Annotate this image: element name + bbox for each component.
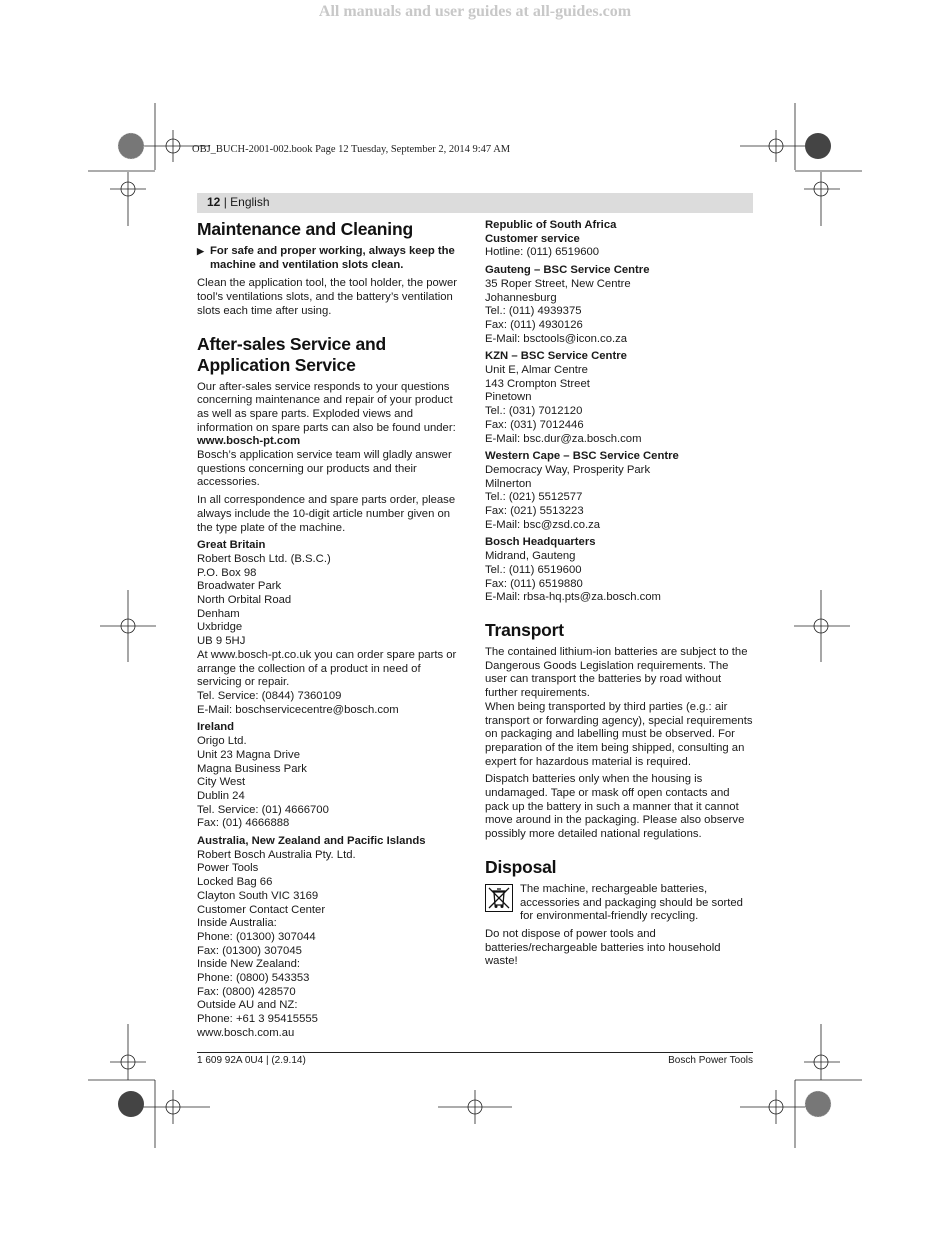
address-line: Phone: +61 3 95415555 [197, 1013, 318, 1026]
disposal-paragraph-2: Do not dispose of power tools and batteries/rechargeable batteries into household waste! [485, 927, 721, 968]
footer-brand: Bosch Power Tools [668, 1055, 753, 1066]
address-line: Phone: (0800) 543353 [197, 972, 310, 985]
service-paragraph-2: Bosch’s application service team will gladly answer questions concerning our products and their accessories. [197, 449, 452, 489]
address-line: Power Tools [197, 862, 259, 875]
address-line: Tel.: (011) 6519600 [485, 563, 582, 576]
great-britain-order-text: At www.bosch-pt.co.uk you can order spare parts or arrange the collection of a product in need of servicing or repair. [197, 648, 457, 689]
address-line: Customer Contact Center [197, 903, 326, 916]
address-line: Robert Bosch Australia Pty. Ltd. [197, 848, 356, 861]
address-line: Tel.: (011) 4939375 [485, 305, 582, 318]
address-line: E-Mail: bsc@zsd.co.za [485, 518, 601, 531]
address-line: Uxbridge [197, 621, 243, 634]
western-cape-label: Western Cape – BSC Service Centre [485, 450, 679, 463]
south-africa-label: Republic of South Africa [485, 219, 617, 231]
gauteng-label: Gauteng – BSC Service Centre [485, 264, 650, 277]
great-britain-label: Great Britain [197, 539, 266, 552]
address-line: Clayton South VIC 3169 [197, 889, 319, 902]
maintenance-heading: Maintenance and Cleaning [197, 219, 413, 239]
crossed-out-wheelie-bin-icon [485, 884, 513, 912]
disposal-heading: Disposal [485, 856, 557, 877]
headquarters-label: Bosch Headquarters [485, 536, 596, 549]
page-language: English [230, 195, 270, 209]
left-column [197, 216, 465, 1045]
address-line: Unit E, Almar Centre [485, 364, 588, 377]
address-line: Denham [197, 607, 240, 620]
address-line: Pinetown [485, 391, 532, 404]
page-header-text [207, 195, 270, 209]
maintenance-bullet-text: For safe and proper working, always keep the machine and ventilation slots clean. [210, 245, 455, 271]
australia-contact [197, 835, 465, 1041]
address-line: Robert Bosch Ltd. (B.S.C.) [197, 552, 331, 565]
address-line: Broadwater Park [197, 580, 282, 593]
service-heading: After-sales Service and Application Service [197, 333, 386, 375]
address-line: E-Mail: rbsa-hq.pts@za.bosch.com [485, 591, 661, 604]
disposal-row [485, 883, 753, 924]
header-separator: | [220, 195, 231, 209]
kzn-label: KZN – BSC Service Centre [485, 350, 627, 363]
address-line: Johannesburg [485, 291, 557, 304]
customer-service-label: Customer service [485, 232, 580, 245]
address-line: Fax: (031) 7012446 [485, 418, 584, 431]
address-line: Fax: (021) 5513223 [485, 505, 584, 518]
address-line: Midrand, Gauteng [485, 550, 576, 563]
address-line: www.bosch.com.au [197, 1026, 295, 1039]
address-line: P.O. Box 98 [197, 566, 257, 579]
address-line: Outside AU and NZ: [197, 999, 298, 1012]
great-britain-contact [197, 539, 465, 717]
right-column [485, 216, 753, 973]
australia-label: Australia, New Zealand and Pacific Islands [197, 835, 426, 848]
service-paragraph-3: In all correspondence and spare parts order, please always include the 10-digit article number given on the type plate of the machine. [197, 494, 456, 534]
address-line: Locked Bag 66 [197, 876, 273, 889]
address-line: UB 9 5HJ [197, 635, 246, 648]
page-number: 12 [207, 195, 221, 209]
hotline: Hotline: (011) 6519600 [485, 246, 600, 259]
address-line: Phone: (01300) 307044 [197, 930, 316, 943]
address-line: 143 Crompton Street [485, 377, 590, 390]
address-line: Inside Australia: [197, 917, 277, 930]
service-url: www.bosch-pt.com [197, 435, 301, 448]
address-line: Origo Ltd. [197, 735, 247, 748]
address-line: Unit 23 Magna Drive [197, 748, 300, 761]
address-line: Fax: (0800) 428570 [197, 985, 296, 998]
maintenance-text: Clean the application tool, the tool holder, the power tool’s ventilations slots, and the battery’s ventilation slots each time after using. [197, 277, 458, 317]
address-line: North Orbital Road [197, 594, 292, 607]
watermark: All manuals and user guides at all-guides.com [318, 3, 632, 20]
gauteng-contact [485, 264, 753, 346]
transport-paragraph-3: Dispatch batteries only when the housing is undamaged. Tape or mask off open contacts and pack up the battery in such a manner that it cannot move around in the packaging. Please also observe possibly more detailed national regulations. [485, 773, 745, 841]
footer-document-number: 1 609 92A 0U4 | (2.9.14) [197, 1055, 306, 1066]
address-line: Fax: (01300) 307045 [197, 944, 302, 957]
address-line: Tel. Service: (01) 4666700 [197, 803, 329, 816]
address-line: 35 Roper Street, New Centre [485, 277, 631, 290]
address-line: Inside New Zealand: [197, 958, 300, 971]
address-line: Fax: (011) 4930126 [485, 318, 583, 331]
maintenance-bullet [197, 245, 465, 272]
address-line: Milnerton [485, 477, 532, 490]
footer-rule [197, 1052, 753, 1053]
south-africa-contact [485, 219, 753, 260]
ireland-contact [197, 721, 465, 831]
ireland-label: Ireland [197, 721, 235, 734]
great-britain-email: E-Mail: boschservicecentre@bosch.com [197, 703, 399, 716]
headquarters-contact [485, 536, 753, 605]
address-line: E-Mail: bsc.dur@za.bosch.com [485, 432, 642, 445]
address-line: E-Mail: bsctools@icon.co.za [485, 332, 628, 345]
book-file-line: OBJ_BUCH-2001-002.book Page 12 Tuesday, September 2, 2014 9:47 AM [192, 144, 511, 155]
address-line: Dublin 24 [197, 789, 245, 802]
address-line: Fax: (01) 4666888 [197, 817, 290, 830]
triangle-bullet-icon: ▶ [197, 246, 204, 256]
kzn-contact [485, 350, 753, 446]
page-header [197, 193, 753, 213]
address-line: Democracy Way, Prosperity Park [485, 463, 651, 476]
address-line: Fax: (011) 6519880 [485, 577, 583, 590]
address-line: Magna Business Park [197, 762, 307, 775]
great-britain-tel: Tel. Service: (0844) 7360109 [197, 689, 342, 702]
address-line: City West [197, 776, 246, 789]
transport-heading: Transport [485, 619, 564, 640]
transport-paragraph-1: The contained lithium-ion batteries are subject to the Dangerous Goods Legislation requirements. The user can transport the batteries by road without further requirements. [485, 645, 748, 700]
service-paragraph-1: Our after-sales service responds to your questions concerning maintenance and repair of your product as well as spare parts. Exploded views and information on spare parts can also be found under: [197, 380, 456, 434]
address-line: Tel.: (021) 5512577 [485, 491, 583, 504]
address-line: Tel.: (031) 7012120 [485, 405, 583, 418]
western-cape-contact [485, 450, 753, 532]
transport-paragraph-2: When being transported by third parties (e.g.: air transport or forwarding agency), special requirements on packaging and labelling must be observed. For preparation of the item being shipped, consulting an expert for hazardous material is required. [485, 700, 753, 768]
disposal-paragraph-1: The machine, rechargeable batteries, accessories and packaging should be sorted for environmental-friendly recycling. [520, 882, 743, 923]
